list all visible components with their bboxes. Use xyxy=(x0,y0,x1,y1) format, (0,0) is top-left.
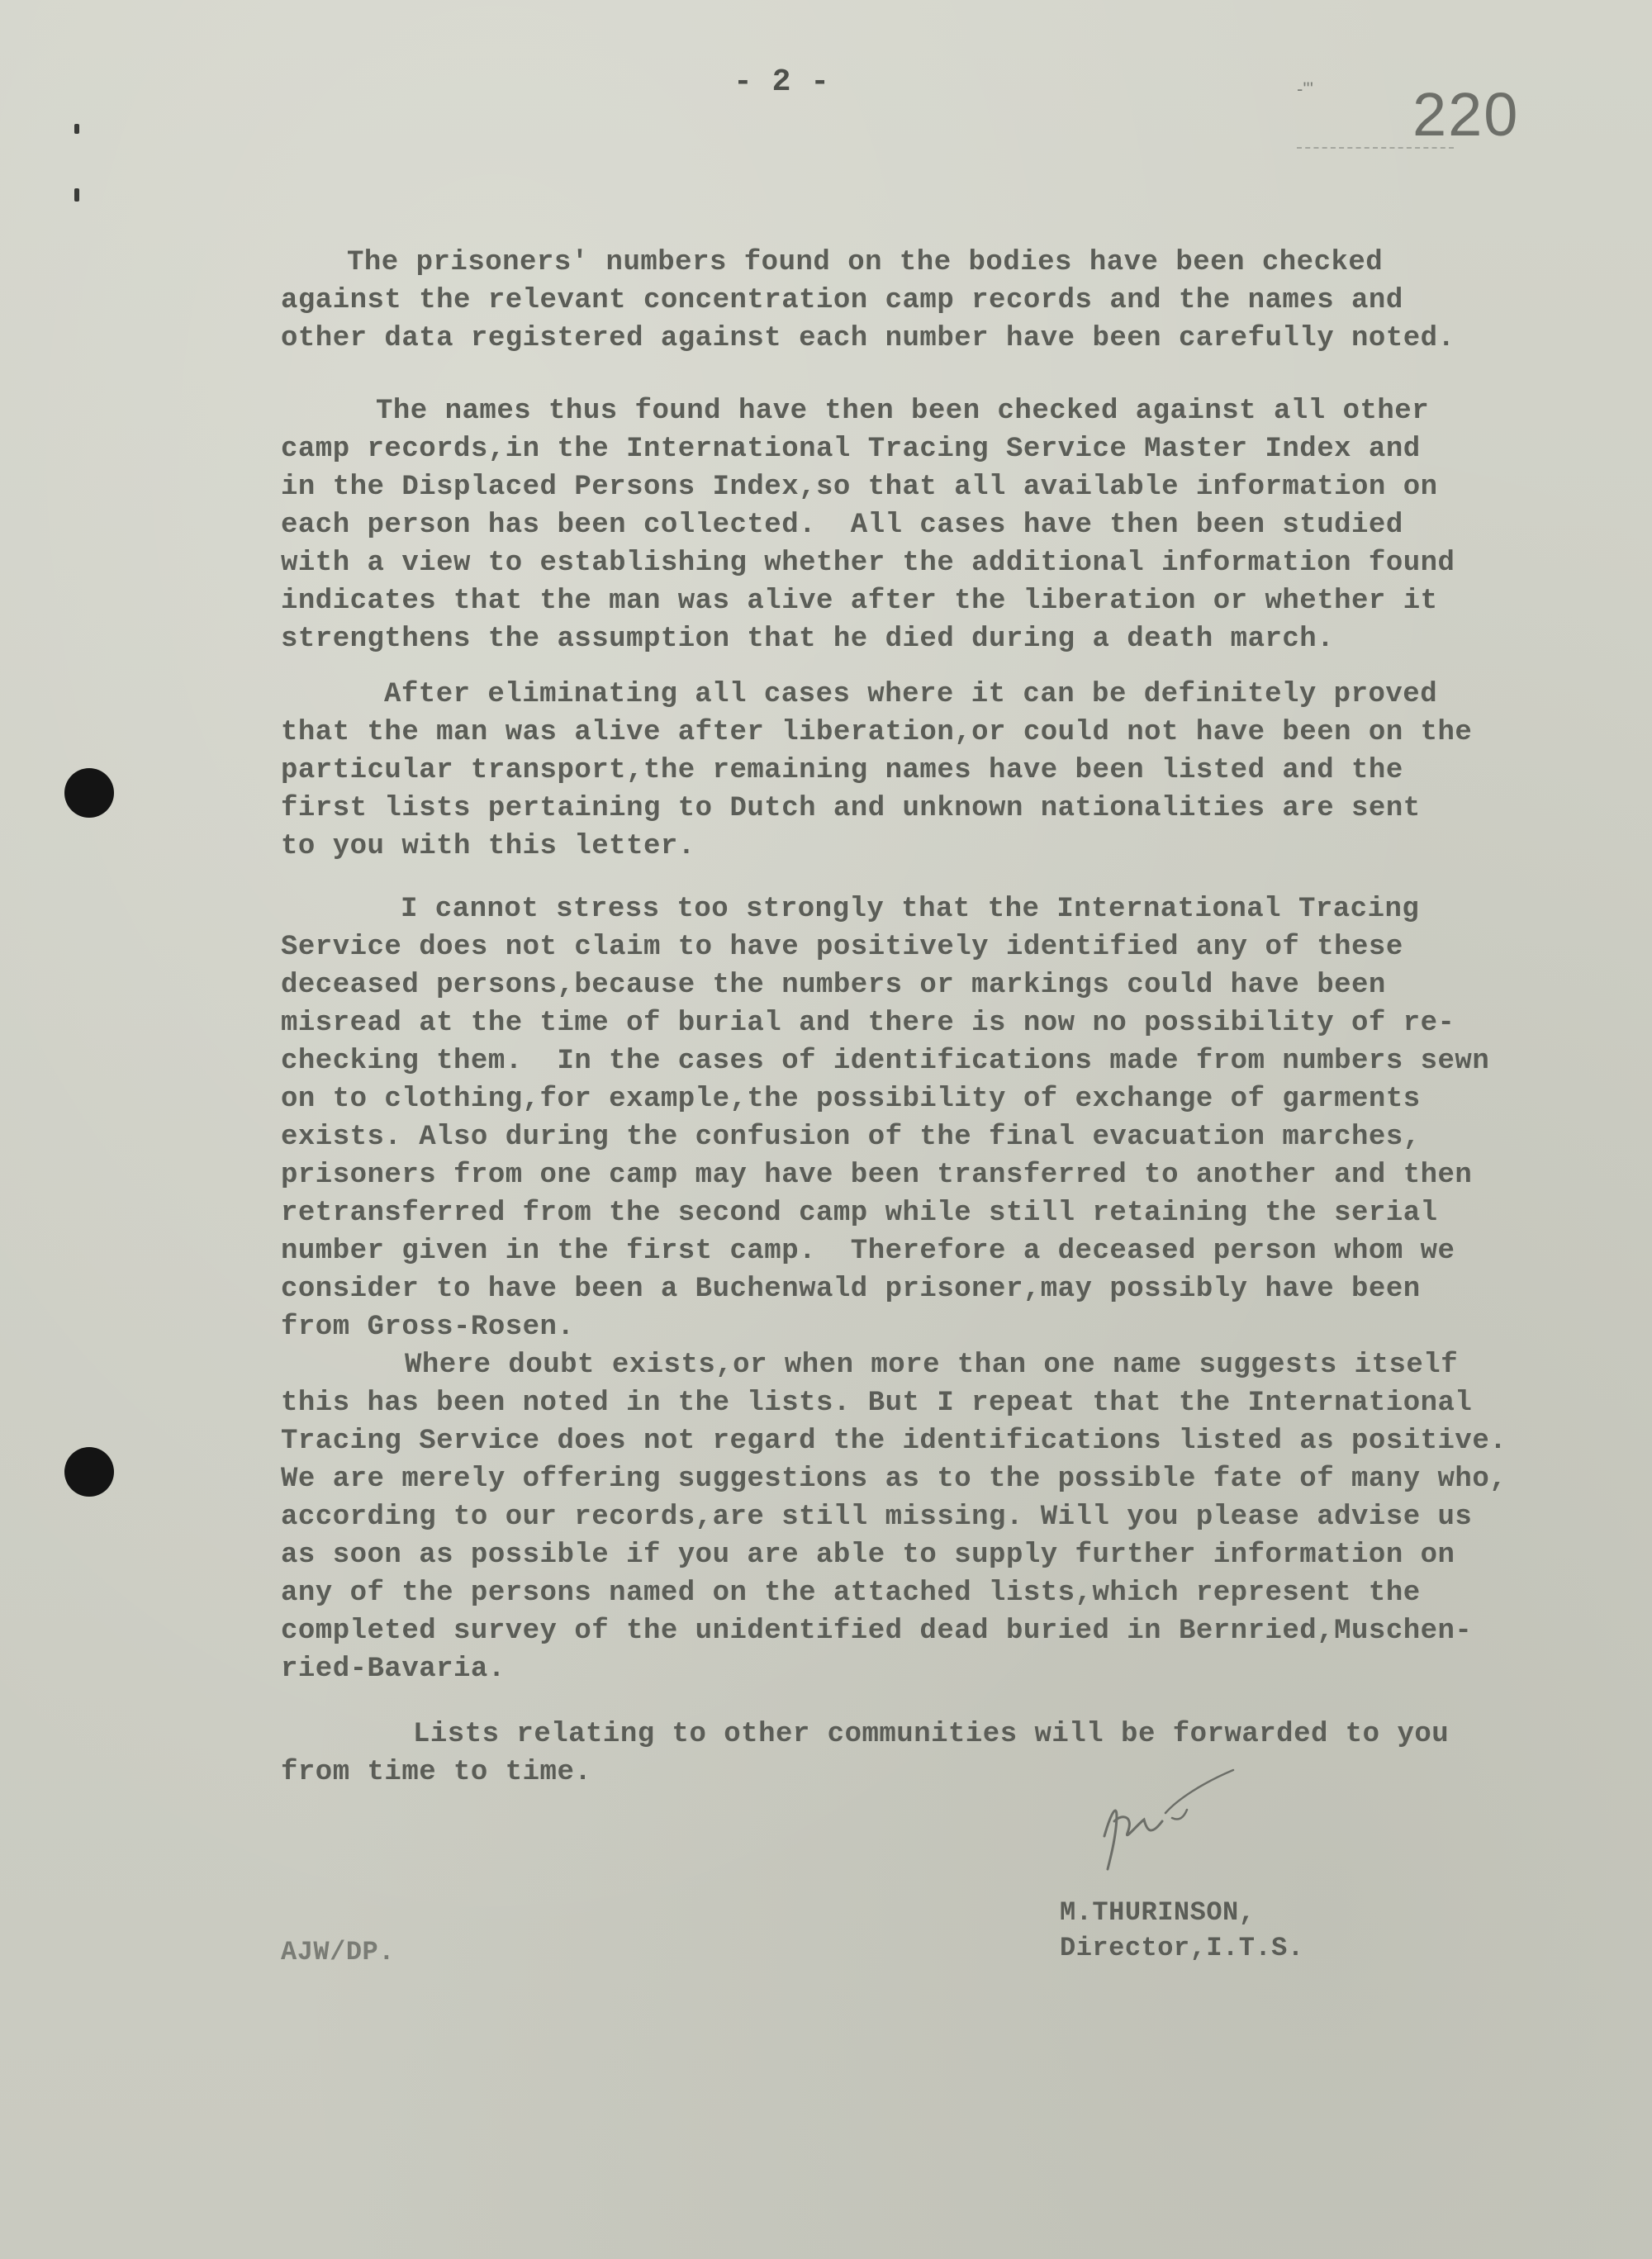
text-line: camp records,in the International Tracing Service Master Index and xyxy=(281,434,1421,465)
text-line: deceased persons,because the numbers or markings could have been xyxy=(281,970,1386,1001)
text-line: indicates that the man was alive after the liberation or whether it xyxy=(281,586,1438,617)
paragraph xyxy=(281,1346,1507,1688)
text-line: retransferred from the second camp while still retaining the serial xyxy=(281,1198,1438,1229)
text-line: consider to have been a Buchenwald prisoner,may possibly have been xyxy=(281,1274,1421,1305)
text-line: We are merely offering suggestions as to the possible fate of many who, xyxy=(281,1464,1507,1495)
text-line: this has been noted in the lists. But I repeat that the International xyxy=(281,1388,1473,1419)
text-line: particular transport,the remaining names have been listed and the xyxy=(281,755,1403,786)
text-line: checking them. In the cases of identifications made from numbers sewn xyxy=(281,1046,1490,1077)
text-line: Lists relating to other communities will be forwarded to you xyxy=(413,1719,1450,1750)
edge-mark xyxy=(74,124,79,134)
text-line: from time to time. xyxy=(281,1757,592,1788)
text-line: Where doubt exists,or when more than one name suggests itself xyxy=(405,1350,1459,1381)
paragraph xyxy=(281,244,1470,358)
text-line: against the relevant concentration camp records and the names and xyxy=(281,285,1403,316)
text-line: on to clothing,for example,the possibility of exchange of garments xyxy=(281,1084,1421,1115)
archive-underline xyxy=(1297,147,1454,149)
text-line: first lists pertaining to Dutch and unknown nationalities are sent xyxy=(281,793,1421,824)
archive-mark: -''' xyxy=(1297,78,1313,99)
punch-hole xyxy=(64,1447,114,1497)
text-line: ried-Bavaria. xyxy=(281,1654,506,1685)
text-line: exists. Also during the confusion of the final evacuation marches, xyxy=(281,1122,1421,1153)
text-line: with a view to establishing whether the additional information found xyxy=(281,548,1455,579)
text-line: The prisoners' numbers found on the bodies have been checked xyxy=(347,247,1384,278)
text-line: I cannot stress too strongly that the International Tracing xyxy=(401,894,1420,925)
signatory-name: M.THURINSON, xyxy=(1060,1897,1256,1928)
text-line: The names thus found have then been checked against all other xyxy=(376,396,1430,427)
paragraph xyxy=(281,676,1473,866)
text-line: that the man was alive after liberation,or could not have been on the xyxy=(281,717,1473,748)
text-line: prisoners from one camp may have been transferred to another and then xyxy=(281,1160,1473,1191)
text-line: from Gross-Rosen. xyxy=(281,1312,575,1343)
text-line: each person has been collected. All cases have then been studied xyxy=(281,510,1403,541)
text-line: any of the persons named on the attached lists,which represent the xyxy=(281,1578,1421,1609)
paragraph xyxy=(281,890,1490,1346)
text-line: as soon as possible if you are able to supply further information on xyxy=(281,1540,1455,1571)
punch-hole xyxy=(64,768,114,818)
text-line: strengthens the assumption that he died during a death march. xyxy=(281,624,1335,655)
text-line: to you with this letter. xyxy=(281,831,695,862)
archive-stamp-number: 220 xyxy=(1412,80,1520,149)
signatory-title: Director,I.T.S. xyxy=(1060,1933,1304,1963)
text-line: according to our records,are still missing. Will you please advise us xyxy=(281,1502,1473,1533)
edge-mark xyxy=(74,188,79,202)
text-line: Tracing Service does not regard the identifications listed as positive. xyxy=(281,1426,1507,1457)
paragraph xyxy=(281,1716,1470,1792)
text-line: other data registered against each number have been carefully noted. xyxy=(281,323,1455,354)
text-line: number given in the first camp. Therefore a deceased person whom we xyxy=(281,1236,1455,1267)
page-number: - 2 - xyxy=(733,64,830,100)
text-line: misread at the time of burial and there is now no possibility of re- xyxy=(281,1008,1455,1039)
text-line: in the Displaced Persons Index,so that all available information on xyxy=(281,472,1438,503)
handwritten-signature xyxy=(1086,1763,1243,1879)
text-line: After eliminating all cases where it can be definitely proved xyxy=(384,679,1438,710)
text-line: completed survey of the unidentified dead buried in Bernried,Muschen- xyxy=(281,1616,1473,1647)
reference-initials: AJW/DP. xyxy=(281,1937,395,1967)
paragraph xyxy=(281,392,1470,658)
text-line: Service does not claim to have positively identified any of these xyxy=(281,932,1403,963)
